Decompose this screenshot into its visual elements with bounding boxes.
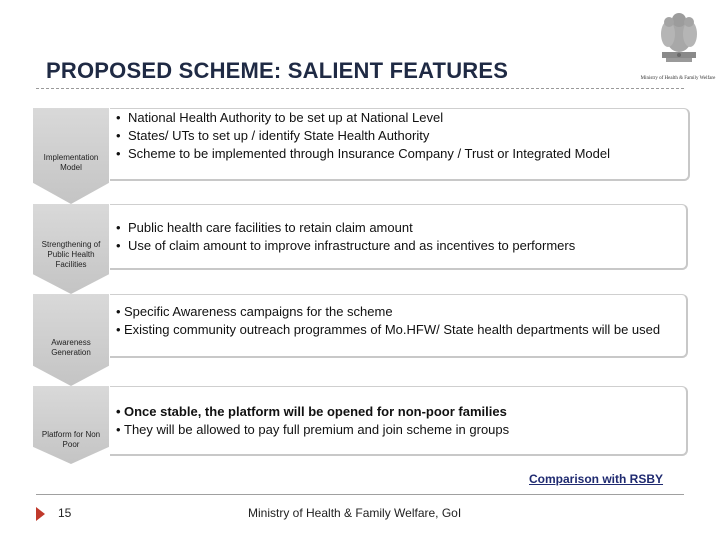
section-label: Strengthening of Public Health Facilities [41,240,101,269]
footer-text: Ministry of Health & Family Welfare, GoI [248,506,462,520]
national-emblem-icon [648,2,710,82]
bullet-item: • Specific Awareness campaigns for the scheme [116,304,393,319]
bullet-item: • They will be allowed to pay full premium and join scheme in groups [116,422,510,437]
chevron-strengthening-public-health [33,204,109,294]
bullet-item: • National Health Authority to be set up at National Level [116,110,444,125]
footer-divider [36,494,684,495]
chevron-platform-non-poor [33,386,109,464]
section-label: Implementation Model [43,153,99,172]
emblem-caption: Ministry of Health & Family Welfare [640,76,716,81]
page-arrow-icon [36,507,45,521]
section-box-strengthening [110,204,688,270]
bullet-item: • Use of claim amount to improve infrastructure and as incentives to performers [116,238,576,253]
bullet-item: • Public health care facilities to retain claim amount [116,220,413,235]
bullet-item: • Existing community outreach programmes of Mo.HFW/ State health departments will be used [116,322,661,337]
section-box-platform [110,386,688,456]
bullet-item: • Once stable, the platform will be opened for non-poor families [116,404,507,419]
comparison-with-rsby-link[interactable]: Comparison with RSBY [529,472,664,486]
page-number: 15 [58,506,72,520]
chevron-implementation-model [33,108,109,204]
section-label: Platform for Non Poor [41,430,101,449]
section-label: Awareness Generation [51,338,91,357]
bullet-item: • States/ UTs to set up / identify State Health Authority [116,128,430,143]
chevron-awareness-generation [33,294,109,386]
section-box-implementation [110,108,690,181]
bullet-item: • Scheme to be implemented through Insurance Company / Trust or Integrated Model [116,146,610,161]
page-title: PROPOSED SCHEME: SALIENT FEATURES [46,58,509,83]
section-box-awareness [110,294,688,358]
title-divider [36,88,684,89]
